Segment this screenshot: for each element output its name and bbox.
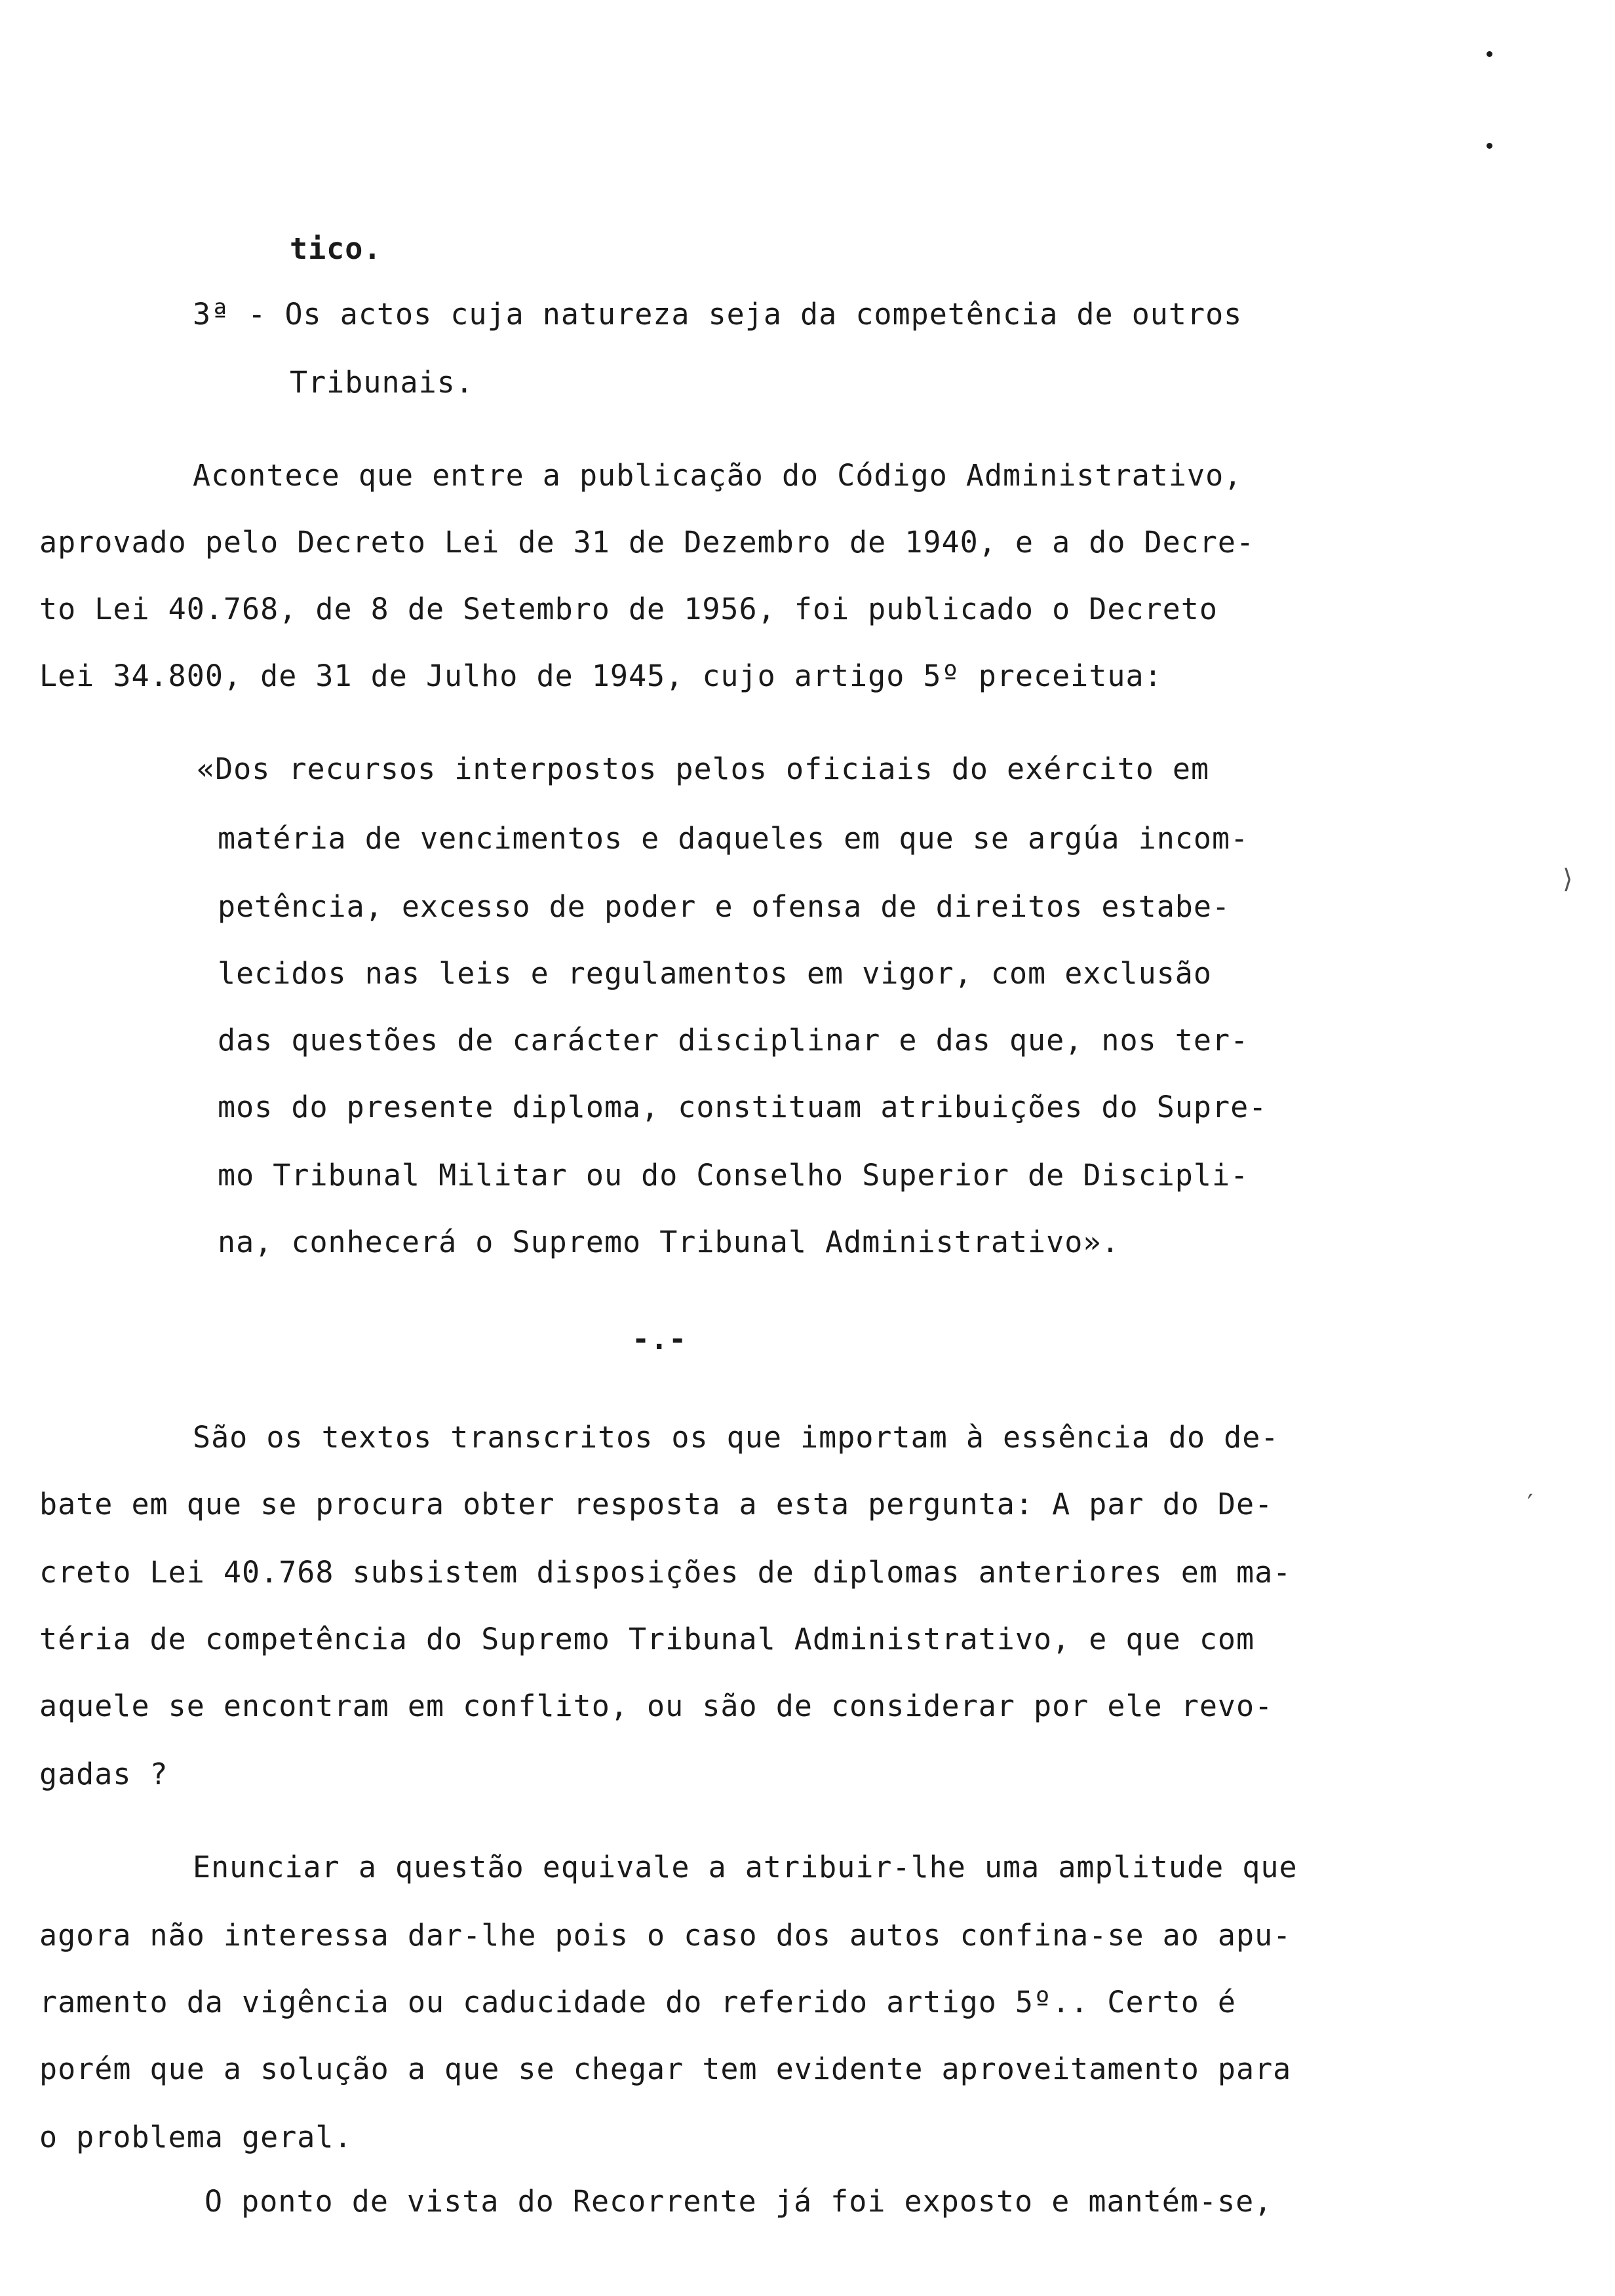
- paragraph-line: ramento da vigência ou caducidade do referido artigo 5º.. Certo é: [39, 1985, 1236, 2019]
- paragraph-line: agora não interessa dar-lhe pois o caso dos autos confina-se ao apu-: [39, 1918, 1292, 1953]
- quote-line: lecidos nas leis e regulamentos em vigor, com exclusão: [218, 956, 1212, 991]
- quote-line: matéria de vencimentos e daqueles em que se argúa incom-: [218, 821, 1249, 856]
- quote-line: das questões de carácter disciplinar e das que, nos ter-: [218, 1023, 1249, 1058]
- paragraph-line: O ponto de vista do Recorrente já foi exposto e mantém-se,: [204, 2184, 1273, 2219]
- paragraph-line: Lei 34.800, de 31 de Julho de 1945, cujo artigo 5º preceitua:: [39, 659, 1163, 693]
- section-separator: -.-: [632, 1322, 688, 1356]
- text-line: tico.: [290, 231, 382, 266]
- quote-line: mo Tribunal Militar ou do Conselho Superior de Discipli-: [218, 1158, 1249, 1193]
- paper-mark-right: ⟩: [1563, 864, 1573, 894]
- paragraph-line: Acontece que entre a publicação do Código Administrativo,: [193, 458, 1243, 493]
- paragraph-line: aquele se encontram em conflito, ou são de considerar por ele revo-: [39, 1689, 1274, 1723]
- paragraph-line: gadas ?: [39, 1757, 168, 1791]
- paragraph-line: porém que a solução a que se chegar tem evidente aproveitamento para: [39, 2052, 1292, 2086]
- paragraph-line: téria de competência do Supremo Tribunal Administrativo, e que com: [39, 1622, 1255, 1656]
- paragraph-line: to Lei 40.768, de 8 de Setembro de 1956, foi publicado o Decreto: [39, 592, 1218, 626]
- quote-line: na, conhecerá o Supremo Tribunal Administrativo».: [218, 1225, 1120, 1259]
- paragraph-line: o problema geral.: [39, 2120, 353, 2154]
- text-line: Tribunais.: [290, 365, 474, 400]
- margin-mark-top: [1487, 51, 1492, 57]
- quote-line: petência, excesso de poder e ofensa de direitos estabe-: [218, 889, 1231, 924]
- paragraph-line: creto Lei 40.768 subsistem disposições de diplomas anteriores em ma-: [39, 1555, 1292, 1590]
- paper-mark-right-lower: ′: [1527, 1489, 1534, 1520]
- margin-mark-second: [1487, 143, 1492, 149]
- list-item-3: 3ª - Os actos cuja natureza seja da competência de outros: [193, 297, 1243, 332]
- paragraph-line: Enunciar a questão equivale a atribuir-lhe uma amplitude que: [193, 1850, 1298, 1885]
- quote-line: «Dos recursos interpostos pelos oficiais do exército em: [197, 752, 1210, 786]
- paragraph-line: bate em que se procura obter resposta a esta pergunta: A par do De-: [39, 1487, 1274, 1521]
- quote-line: mos do presente diploma, constituam atribuições do Supre-: [218, 1090, 1268, 1124]
- paragraph-line: São os textos transcritos os que importam à essência do de-: [193, 1420, 1279, 1455]
- paragraph-line: aprovado pelo Decreto Lei de 31 de Dezembro de 1940, e a do Decre-: [39, 525, 1255, 560]
